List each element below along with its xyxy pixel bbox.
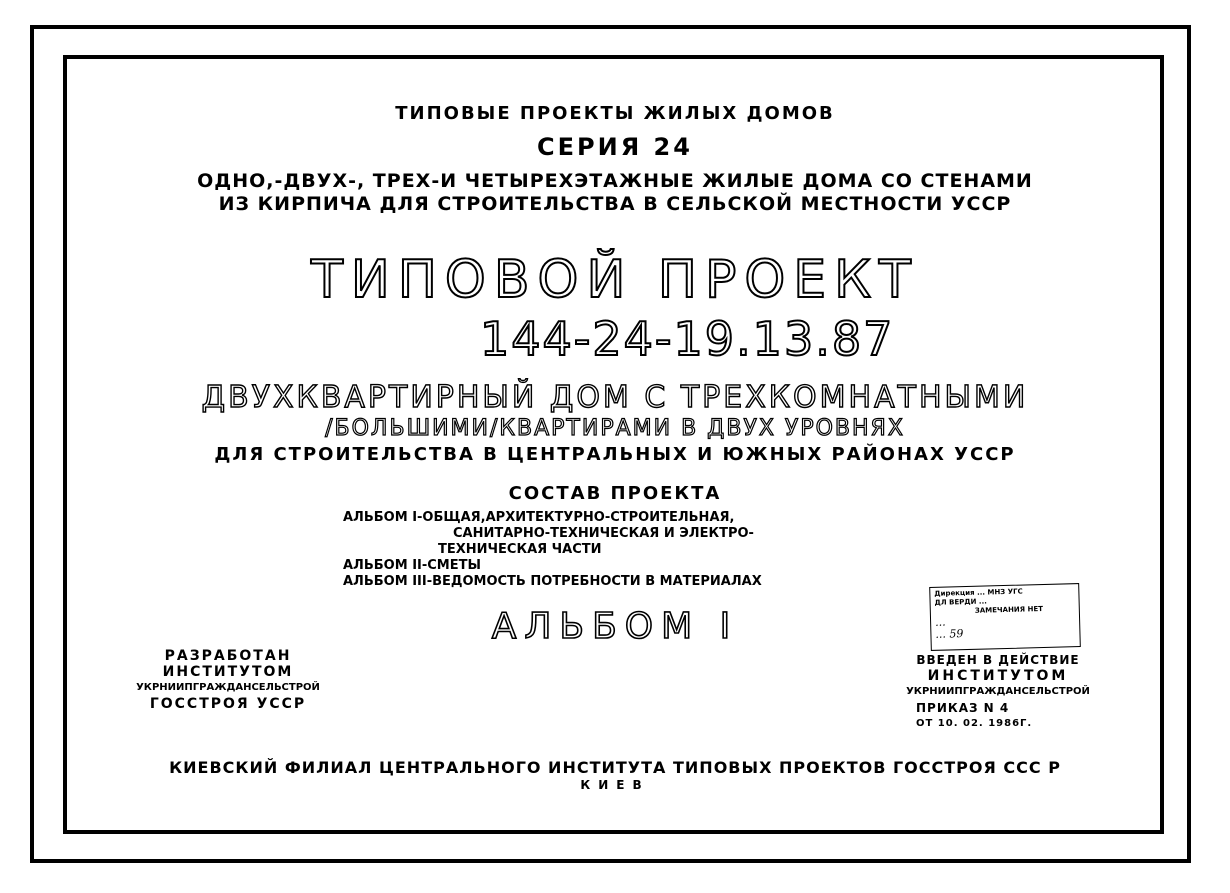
order-date: ОТ 10. 02. 1986Г. (916, 718, 1033, 729)
city: КИЕВ (580, 778, 650, 792)
current-album: АЛЬБОМ I (491, 606, 739, 647)
album-1-line-3: ТЕХНИЧЕСКАЯ ЧАСТИ (438, 542, 602, 557)
enacting-institute: УКРНИИПГРАЖДАНСЕЛЬСТРОЙ (906, 686, 1090, 697)
composition-title: СОСТАВ ПРОЕКТА (508, 483, 722, 504)
albums-list (343, 510, 762, 590)
project-number: 144-24-19.13.87 (480, 312, 895, 366)
stamp-line-2: ДЛ ВЕРДИ ... (934, 597, 987, 607)
album-2: АЛЬБОМ II-СМЕТЫ (343, 558, 481, 573)
house-description-line-2: /БОЛЬШИМИ/КВАРТИРАМИ В ДВУХ УРОВНЯХ (325, 416, 905, 441)
stamp-signature-2: ... 59 (935, 627, 964, 641)
enacted-by-label: ИНСТИТУТОМ (927, 668, 1069, 684)
publisher-footer: КИЕВСКИЙ ФИЛИАЛ ЦЕНТРАЛЬНОГО ИНСТИТУТА ТИПОВЫХ ПРОЕКТОВ ГОССТРОЯ ССС Р (169, 758, 1061, 777)
stamp-line-1: Дирекция ... МНЗ УГС (934, 587, 1023, 598)
developed-by-label: ИНСТИТУТОМ (162, 664, 294, 680)
house-description-line-1: ДВУХКВАРТИРНЫЙ ДОМ С ТРЕХКОМНАТНЫМИ (201, 380, 1029, 415)
developer-institute: УКРНИИПГРАЖДАНСЕЛЬСТРОЙ (136, 682, 320, 693)
developed-label: РАЗРАБОТАН (164, 648, 292, 664)
approval-stamp (929, 583, 1081, 651)
album-1-line-1: АЛЬБОМ I-ОБЩАЯ,АРХИТЕКТУРНО-СТРОИТЕЛЬНАЯ, (343, 510, 735, 525)
series-number: СЕРИЯ 24 (537, 133, 693, 161)
enacted-label: ВВЕДЕН В ДЕЙСТВИЕ (916, 653, 1080, 667)
house-description-line-3: ДЛЯ СТРОИТЕЛЬСТВА В ЦЕНТРАЛЬНЫХ И ЮЖНЫХ РАЙОНАХ УССР (214, 444, 1016, 465)
stamp-signature: ... (934, 615, 946, 629)
album-1-line-2: САНИТАРНО-ТЕХНИЧЕСКАЯ И ЭЛЕКТРО- (453, 526, 754, 541)
document-title: ТИПОВОЙ ПРОЕКТ (311, 250, 919, 310)
stamp-line-3: ЗАМЕЧАНИЯ НЕТ (974, 605, 1044, 615)
developer-block (118, 648, 338, 712)
order-number: ПРИКАЗ N 4 (916, 701, 1010, 715)
series-description-line-1: ОДНО,-ДВУХ-, ТРЕХ-И ЧЕТЫРЕХЭТАЖНЫЕ ЖИЛЫЕ ДОМА СО СТЕНАМИ (197, 170, 1033, 192)
series-description-line-2: ИЗ КИРПИЧА ДЛЯ СТРОИТЕЛЬСТВА В СЕЛЬСКОЙ МЕСТНОСТИ УССР (218, 193, 1012, 215)
album-3: АЛЬБОМ III-ВЕДОМОСТЬ ПОТРЕБНОСТИ В МАТЕРИАЛАХ (343, 574, 762, 589)
enactment-block (893, 652, 1103, 732)
series-title: ТИПОВЫЕ ПРОЕКТЫ ЖИЛЫХ ДОМОВ (395, 103, 835, 124)
developer-authority: ГОССТРОЯ УССР (149, 696, 307, 712)
